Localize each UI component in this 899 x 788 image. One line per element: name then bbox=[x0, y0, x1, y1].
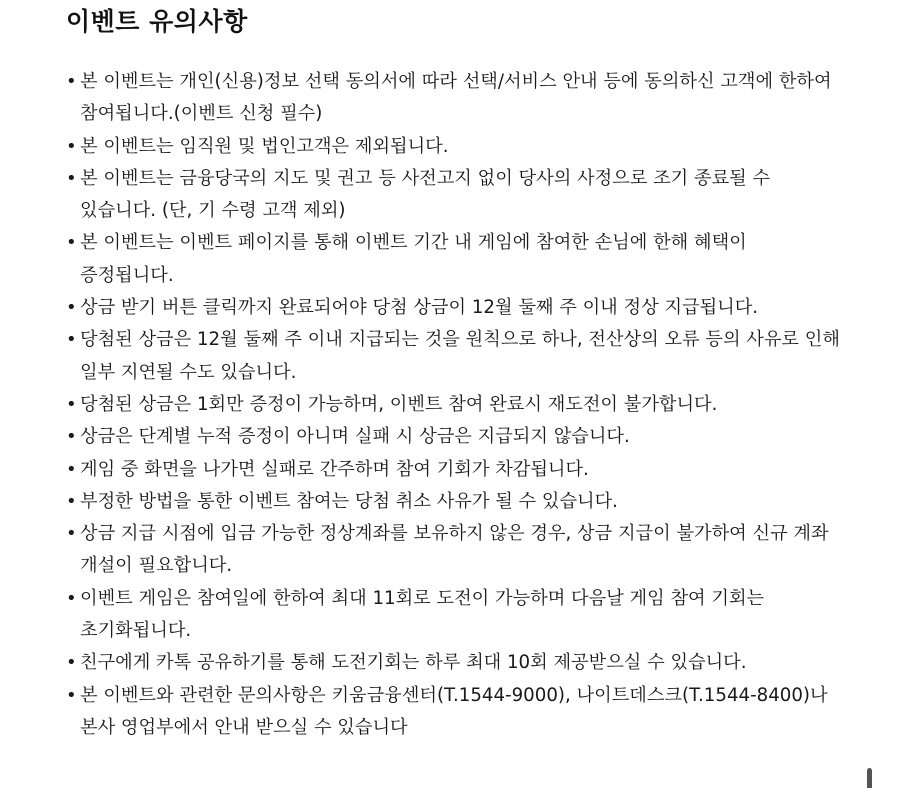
notice-item bbox=[66, 66, 841, 131]
bullet-icon: • bbox=[66, 167, 77, 189]
notice-item bbox=[66, 131, 841, 163]
notice-text: 본 이벤트는 임직원 및 법인고객은 제외됩니다. bbox=[80, 135, 449, 157]
bullet-icon: • bbox=[66, 652, 77, 674]
bullet-icon: • bbox=[66, 135, 77, 157]
notice-text: 본 이벤트는 금융당국의 지도 및 권고 등 사전고지 없이 당사의 사정으로 조기 종료될 수 있습니다. (단, 기 수령 고객 제외) bbox=[80, 167, 771, 222]
notice-item bbox=[66, 292, 841, 324]
notice-item bbox=[66, 454, 841, 486]
notice-item bbox=[66, 680, 841, 745]
bullet-icon: • bbox=[66, 393, 77, 415]
notice-text: 상금은 단계별 누적 증정이 아니며 실패 시 상금은 지급되지 않습니다. bbox=[80, 426, 630, 448]
bullet-icon: • bbox=[66, 684, 77, 706]
notice-text: 본 이벤트와 관련한 문의사항은 키움금융센터(T.1544-9000), 나이트데스크(T.1544-8400)나 본사 영업부에서 안내 받으실 수 있습니다 bbox=[80, 684, 828, 738]
notice-item bbox=[66, 518, 841, 583]
bullet-icon: • bbox=[66, 329, 77, 351]
notice-item bbox=[66, 324, 841, 389]
notice-item bbox=[66, 583, 841, 648]
bullet-icon: • bbox=[66, 523, 77, 545]
notice-text: 친구에게 카톡 공유하기를 통해 도전기회는 하루 최대 10회 제공받으실 수 있습니다. bbox=[80, 652, 747, 674]
notice-item bbox=[66, 227, 841, 292]
bullet-icon: • bbox=[66, 458, 77, 480]
notice-text: 당첨된 상금은 12월 둘째 주 이내 지급되는 것을 원칙으로 하나, 전산상의 오류 등의 사유로 인해 일부 지연될 수도 있습니다. bbox=[80, 329, 840, 383]
notice-text: 상금 지급 시점에 입금 가능한 정상계좌를 보유하지 않은 경우, 상금 지급이 불가하여 신규 계좌 개설이 필요합니다. bbox=[80, 523, 829, 577]
notice-item bbox=[66, 647, 841, 679]
notice-text: 상금 받기 버튼 클릭까지 완료되어야 당첨 상금이 12월 둘째 주 이내 정상 지급됩니다. bbox=[80, 297, 759, 319]
notice-text: 이벤트 게임은 참여일에 한하여 최대 11회로 도전이 가능하며 다음날 게임 참여 기회는 초기화됩니다. bbox=[80, 587, 765, 642]
bullet-icon: • bbox=[66, 426, 77, 448]
notice-text: 본 이벤트는 이벤트 페이지를 통해 이벤트 기간 내 게임에 참여한 손님에 한해 혜택이 증정됩니다. bbox=[80, 232, 747, 286]
notice-item bbox=[66, 421, 841, 453]
bullet-icon: • bbox=[66, 490, 77, 512]
notice-list bbox=[66, 66, 841, 744]
notice-text: 부정한 방법을 통한 이벤트 참여는 당첨 취소 사유가 될 수 있습니다. bbox=[80, 490, 618, 512]
bullet-icon: • bbox=[66, 297, 77, 319]
notice-item bbox=[66, 389, 841, 421]
page-title: 이벤트 유의사항 bbox=[66, 7, 248, 36]
bullet-icon: • bbox=[66, 71, 77, 92]
scrollbar-thumb[interactable] bbox=[867, 768, 872, 788]
notice-item bbox=[66, 163, 841, 228]
notice-item bbox=[66, 486, 841, 518]
notice-text: 본 이벤트는 개인(신용)정보 선택 동의서에 따라 선택/서비스 안내 등에 동의하신 고객에 한하여 참여됩니다.(이벤트 신청 필수) bbox=[80, 71, 832, 125]
notice-text: 당첨된 상금은 1회만 증정이 가능하며, 이벤트 참여 완료시 재도전이 불가합니다. bbox=[80, 393, 718, 415]
bullet-icon: • bbox=[66, 587, 77, 609]
notice-text: 게임 중 화면을 나가면 실패로 간주하며 참여 기회가 차감됩니다. bbox=[80, 458, 589, 480]
bullet-icon: • bbox=[66, 232, 77, 254]
